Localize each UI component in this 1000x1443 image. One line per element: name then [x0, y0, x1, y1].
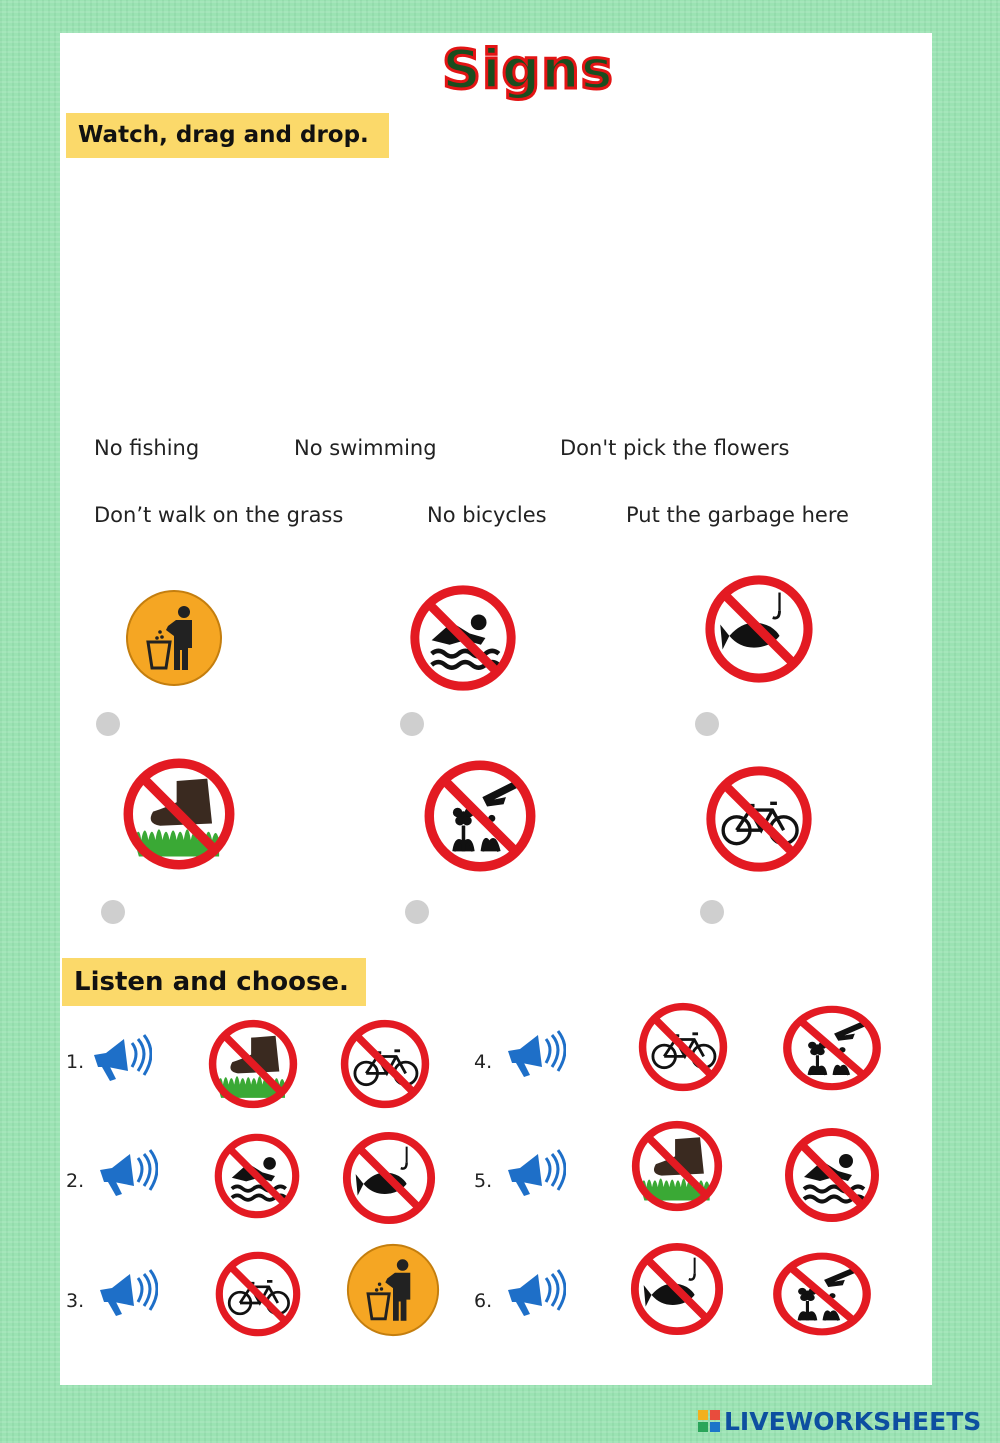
option-no-swimming-icon[interactable]	[781, 1125, 883, 1225]
item-number-1: 1.	[66, 1051, 85, 1073]
option-no-walk-on-grass-icon[interactable]	[206, 1017, 300, 1111]
word-dont-walk-grass[interactable]: Don’t walk on the grass	[94, 503, 344, 527]
no-bicycles-icon	[703, 763, 815, 875]
worksheet-title: Signs	[442, 38, 614, 101]
speaker-icon[interactable]	[90, 1031, 152, 1087]
no-swimming-icon	[407, 582, 519, 694]
no-fishing-icon	[702, 572, 816, 686]
option-no-fishing-icon[interactable]	[628, 1240, 726, 1338]
listen-instruction: Listen and choose.	[62, 958, 366, 1006]
brand-name: LIVEWORKSHEETS	[724, 1406, 982, 1436]
word-no-fishing[interactable]: No fishing	[94, 436, 200, 460]
item-number-6: 6.	[474, 1290, 493, 1312]
option-no-picking-flowers-icon[interactable]	[770, 1250, 874, 1338]
drop-target-5[interactable]	[405, 900, 429, 924]
option-no-picking-flowers-icon[interactable]	[780, 1003, 884, 1093]
speaker-icon[interactable]	[504, 1027, 566, 1083]
drop-target-2[interactable]	[400, 712, 424, 736]
drop-target-1[interactable]	[96, 712, 120, 736]
item-number-2: 2.	[66, 1170, 85, 1192]
item-number-4: 4.	[474, 1051, 493, 1073]
liveworksheets-logo	[698, 1406, 981, 1436]
drop-target-4[interactable]	[101, 900, 125, 924]
speaker-icon[interactable]	[504, 1146, 566, 1202]
word-put-garbage-here[interactable]: Put the garbage here	[626, 503, 849, 527]
word-no-bicycles[interactable]: No bicycles	[427, 503, 547, 527]
word-dont-pick-flowers[interactable]: Don't pick the flowers	[560, 436, 790, 460]
option-no-bicycles-icon[interactable]	[338, 1017, 432, 1111]
option-no-fishing-icon[interactable]	[340, 1129, 438, 1227]
drop-target-3[interactable]	[695, 712, 719, 736]
drag-drop-instruction: Watch, drag and drop.	[66, 113, 389, 158]
no-walk-on-grass-icon	[120, 755, 238, 873]
speaker-icon[interactable]	[96, 1146, 158, 1202]
speaker-icon[interactable]	[96, 1266, 158, 1322]
option-garbage-sign-icon[interactable]	[345, 1242, 441, 1338]
garbage-sign-icon	[124, 588, 224, 688]
drop-target-6[interactable]	[700, 900, 724, 924]
item-number-3: 3.	[66, 1290, 85, 1312]
option-no-walk-on-grass-icon[interactable]	[629, 1118, 725, 1214]
option-no-swimming-icon[interactable]	[212, 1131, 302, 1221]
speaker-icon[interactable]	[504, 1266, 566, 1322]
no-picking-flowers-icon	[421, 757, 539, 875]
logo-cubes-icon	[698, 1410, 720, 1432]
item-number-5: 5.	[474, 1170, 493, 1192]
option-no-bicycles-icon[interactable]	[636, 1000, 730, 1094]
option-no-bicycles-icon[interactable]	[213, 1249, 303, 1339]
word-no-swimming[interactable]: No swimming	[294, 436, 437, 460]
